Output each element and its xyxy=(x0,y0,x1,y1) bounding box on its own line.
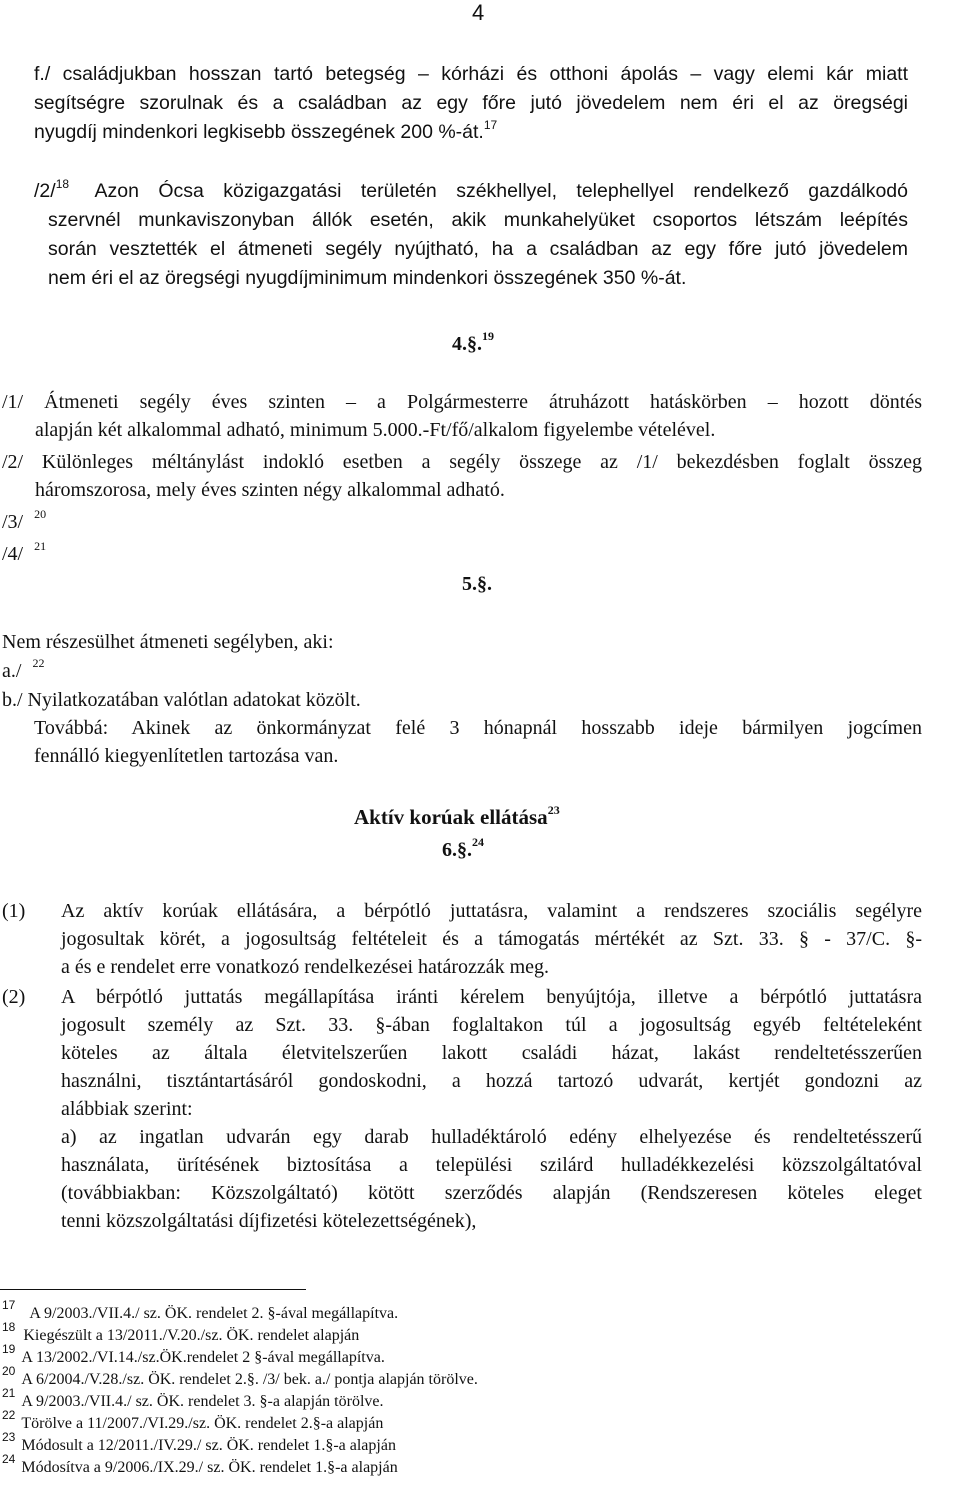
paragraph-2 xyxy=(34,177,908,293)
footnote xyxy=(2,1451,902,1479)
footnote-text: Módosítva a 9/2006./IX.29./ sz. ÖK. rendelet 1.§-a alapján xyxy=(21,1459,398,1476)
paragraph-line: során vesztették el átmeneti segély nyújtható, ha a családban az egy főre jutó jövedelem xyxy=(48,238,908,260)
section-symbol: §. xyxy=(467,333,482,355)
footnote xyxy=(2,1297,902,1325)
paragraph-line: köteles az általa életvitelszerűen lakott családi házat, lakást rendeltetésszerűen xyxy=(61,1042,922,1064)
paragraph-line: Nem részesülhet átmeneti segélyben, aki: xyxy=(2,631,334,653)
paragraph-line: nem éri el az öregségi nyugdíjminimum mindenkori összegének 350 %-át. xyxy=(48,267,687,289)
footnote-number: 17 xyxy=(2,1297,16,1312)
paragraph-line: tenni közszolgáltatási díjfizetési kötelezettségének), xyxy=(61,1210,477,1232)
section-heading-4 xyxy=(452,330,494,358)
paragraph-line: b./ Nyilatkozatában valótlan adatokat közölt. xyxy=(2,689,361,711)
section-heading-5 xyxy=(462,570,492,598)
footnote xyxy=(2,1319,902,1347)
paragraph-line: a) az ingatlan udvarán egy darab hulladéktároló edény elhelyezése és rendeltetésszerű xyxy=(61,1126,922,1148)
footnote-ref: 18 xyxy=(55,176,70,191)
paragraph-line: fennálló kiegyenlítetlen tartozása van. xyxy=(34,745,339,767)
paragraph-prefix: /2/ xyxy=(34,180,56,202)
section-heading-6 xyxy=(442,836,484,864)
footnote-number: 20 xyxy=(2,1363,16,1378)
section-number: 4. xyxy=(452,333,467,355)
footnote-ref: 24 xyxy=(472,835,484,850)
footnote-ref: 19 xyxy=(482,329,494,344)
section4-paragraph-4 xyxy=(2,540,46,568)
paragraph-number: (1) xyxy=(2,900,26,922)
section6-paragraph-2 xyxy=(2,983,922,1235)
paragraph-prefix: /4/ xyxy=(2,543,24,565)
paragraph-line: Az aktív korúak ellátására, a bérpótló juttatásra, valamint a rendszeres szociális segélyre xyxy=(61,900,922,922)
footnote-text: Kiegészült a 13/2011./V.20./sz. ÖK. rendelet alapján xyxy=(23,1327,360,1344)
paragraph-prefix: /3/ xyxy=(2,511,24,533)
footnote xyxy=(2,1407,902,1435)
footnote-separator xyxy=(0,1289,306,1290)
paragraph-number: (2) xyxy=(2,986,26,1008)
footnote-ref: 20 xyxy=(34,507,47,522)
footnote-text: A 9/2003./VII.4./ sz. ÖK. rendelet 2. §-ával megállapítva. xyxy=(29,1305,399,1322)
section-title-text: Aktív korúak ellátása xyxy=(354,805,548,829)
paragraph-line xyxy=(34,177,908,206)
footnote-ref: 23 xyxy=(547,803,560,817)
paragraph-line: /2/ Különleges méltánylást indokló esetben a segély összege az /1/ bekezdésben foglalt összeg xyxy=(2,451,922,473)
paragraph-line: (továbbiakban: Közszolgáltató) kötött szerződés alapján (Rendszeresen köteles eleget xyxy=(61,1182,922,1204)
footnote-text: A 9/2003./VII.4./ sz. ÖK. rendelet 3. §-a alapján törölve. xyxy=(21,1393,384,1410)
paragraph-line: használata, ürítésének biztosítása a települési szilárd hulladékkezelési közszolgáltatóval xyxy=(61,1154,922,1176)
footnote-ref: 22 xyxy=(32,656,45,671)
footnote-text: Törölve a 11/2007./VI.29./sz. ÖK. rendelet 2.§-a alapján xyxy=(21,1415,384,1432)
paragraph-line: Továbbá: Akinek az önkormányzat felé 3 hónapnál hosszabb ideje bármilyen jogcímen xyxy=(34,717,922,739)
section4-paragraph-3 xyxy=(2,508,46,536)
footnote-number: 24 xyxy=(2,1451,16,1466)
page-number: 4 xyxy=(472,0,485,25)
paragraph-prefix: a./ xyxy=(2,660,22,682)
footnote xyxy=(2,1385,902,1413)
paragraph-text: nyugdíj mindenkori legkisebb összegének 200 %-át. xyxy=(34,121,484,143)
footnote-ref: 17 xyxy=(483,117,498,132)
footnote xyxy=(2,1363,902,1391)
paragraph-line xyxy=(2,656,922,686)
section-number: 5. xyxy=(462,573,477,595)
section-symbol: §. xyxy=(457,839,472,861)
section5-body xyxy=(2,628,922,770)
paragraph-line: használni, tisztántartásáról gondoskodni, a hozzá tartozó udvarát, kertjét gondozni az xyxy=(61,1070,922,1092)
paragraph-line: alábbiak szerint: xyxy=(61,1098,193,1120)
paragraph-line: jogosult személy az Szt. 33. §-ában foglaltakon túl a jogosultság egyéb feltételeként xyxy=(61,1014,922,1036)
section4-paragraph-1 xyxy=(2,388,922,444)
paragraph-line: A bérpótló juttatás megállapítása iránti kérelem benyújtója, illetve a bérpótló juttatásra xyxy=(61,986,922,1008)
section-title xyxy=(354,802,560,832)
section4-paragraph-2 xyxy=(2,448,922,504)
paragraph-line: szervnél munkaviszonyban állók esetén, akik munkahelyüket csoportos létszám leépítés xyxy=(48,209,908,231)
paragraph-line: a és e rendelet erre vonatkozó rendelkezései határozzák meg. xyxy=(61,956,550,978)
footnote-number: 23 xyxy=(2,1429,16,1444)
paragraph-text: Azon Ócsa közigazgatási területén székhellyel, telephellyel rendelkező gazdálkodó xyxy=(94,180,908,202)
footnote-number: 18 xyxy=(2,1319,16,1334)
paragraph-line: jogosultak körét, a jogosultság feltételeit és a támogatás mértékét az Szt. 33. § - 37/C. §- xyxy=(61,928,922,950)
footnote-ref: 21 xyxy=(34,539,47,554)
footnote-text: A 13/2002./VI.14./sz.ÖK.rendelet 2 §-ával megállapítva. xyxy=(21,1349,385,1366)
footnote-text: Módosult a 12/2011./IV.29./ sz. ÖK. rendelet 1.§-a alapján xyxy=(21,1437,396,1454)
footnote-number: 19 xyxy=(2,1341,16,1356)
paragraph-line: segítségre szorulnak és a családban az egy főre jutó jövedelem nem éri el az öregségi xyxy=(34,92,908,114)
section6-paragraph-1 xyxy=(2,897,922,981)
footnote xyxy=(2,1341,902,1369)
paragraph-line: háromszorosa, mely éves szinten négy alkalommal adható. xyxy=(35,479,505,501)
footnotes xyxy=(2,1297,902,1479)
paragraph-line: /1/ Átmeneti segély éves szinten – a Polgármesterre átruházott hatáskörben – hozott döntés xyxy=(2,391,922,413)
paragraph-line: f./ családjukban hosszan tartó betegség – kórházi és otthoni ápolás – vagy elemi kár miatt xyxy=(34,63,908,85)
paragraph-f xyxy=(34,60,908,147)
section-symbol: §. xyxy=(477,573,492,595)
footnote xyxy=(2,1429,902,1457)
section-number: 6. xyxy=(442,839,457,861)
footnote-text: A 6/2004./V.28./sz. ÖK. rendelet 2.§. /3/ bek. a./ pontja alapján törölve. xyxy=(21,1371,478,1388)
paragraph-line xyxy=(34,118,908,147)
footnote-number: 21 xyxy=(2,1385,16,1400)
footnote-number: 22 xyxy=(2,1407,16,1422)
paragraph-line: alapján két alkalommal adható, minimum 5.000.-Ft/fő/alkalom figyelembe vételével. xyxy=(35,419,716,441)
